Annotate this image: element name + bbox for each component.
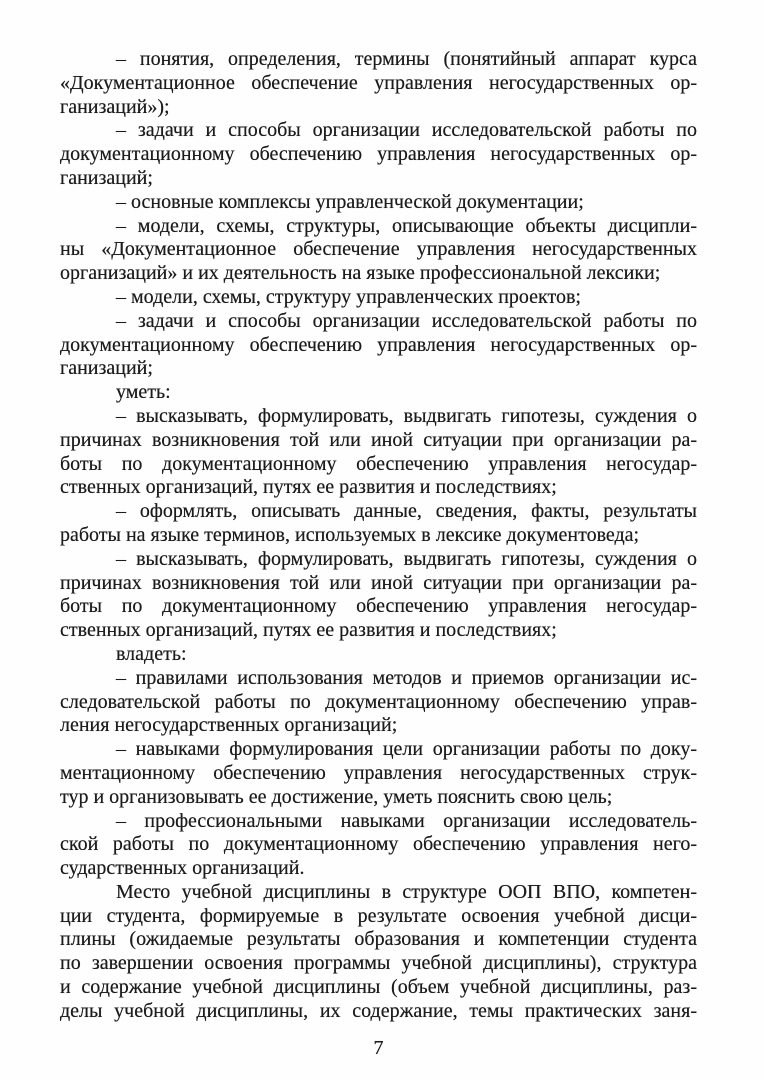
text-line: ганизаций; [60,166,153,189]
text-line: уметь: [116,381,171,404]
paragraph [60,667,697,738]
text-line: – высказывать, формулировать, выдвигать гипотезы, суждения о [116,547,697,570]
text-line: – модели, схемы, структуру управленческих проектов; [116,285,581,308]
text-line: документационному обеспечению управления негосударственных ор- [60,333,697,356]
paragraph [60,643,697,667]
text-line: – понятия, определения, термины (понятийный аппарат курса [116,48,697,70]
text-line: – модели, схемы, структуры, описывающие объекты дисципли- [116,214,697,237]
text-line: документационному обеспечению управления негосударственных ор- [60,143,697,166]
text-line: по завершении освоения программы учебной дисциплины), структура [60,952,697,975]
text-line: работы на языке терминов, используемых в лексике документоведа; [60,523,640,546]
text-line: – высказывать, формулировать, выдвигать гипотезы, суждения о [116,404,697,427]
text-line: боты по документационному обеспечению управления негосудар- [60,595,697,618]
page-number: 7 [373,1037,384,1059]
text-line: ственных организаций, путях ее развития и последствиях; [60,476,557,499]
text-line: – задачи и способы организации исследовательской работы по [116,309,697,332]
paragraph [60,286,697,310]
text-line: – задачи и способы организации исследовательской работы по [116,119,697,142]
text-line: ления негосударственных организаций; [60,714,398,737]
text-line: сударственных организаций. [60,857,305,880]
text-line: причинах возникновения той или иной ситуации при организации ра- [60,428,697,451]
paragraph [60,881,697,1024]
text-line: ны «Документационное обеспечение управления негосударственных [60,238,697,261]
paragraph [60,738,697,809]
text-line: – правилами использования методов и приемов организации ис- [116,666,697,689]
text-line: – основные комплексы управленческой документации; [116,190,584,213]
text-line: боты по документационному обеспечению управления негосудар- [60,452,697,475]
text-line: делы учебной дисциплины, их содержание, темы практических заня- [60,999,697,1022]
text-line: ции студента, формируемые в результате освоения учебной дисци- [60,904,697,927]
text-line: ской работы по документационному обеспечению управления него- [60,833,697,856]
paragraph [60,381,697,405]
paragraph [60,548,697,643]
page-body [60,48,697,1024]
text-line: – навыками формулирования цели организации работы по доку- [116,738,697,761]
text-line: Место учебной дисциплины в структуре ООП ВПО, компетен- [116,880,697,903]
paragraph [60,119,697,190]
text-line: ганизаций»); [60,95,170,118]
paragraph [60,310,697,381]
paragraph [60,810,697,881]
text-line: причинах возникновения той или иной ситуации при организации ра- [60,571,697,594]
paragraph [60,48,697,119]
text-line: следовательской работы по документационному обеспечению управ- [60,690,697,713]
text-line: ственных организаций, путях ее развития и последствиях; [60,619,557,642]
text-line: тур и организовывать ее достижение, уметь пояснить свою цель; [60,785,613,808]
text-line: ментационному обеспечению управления негосударственных струк- [60,761,697,784]
text-line: владеть: [116,642,187,665]
paragraph [60,191,697,215]
text-line: «Документационное обеспечение управления негосударственных ор- [60,71,697,94]
text-line: и содержание учебной дисциплины (объем учебной дисциплины, раз- [60,976,697,999]
paragraph [60,500,697,548]
text-line: ганизаций; [60,357,153,380]
text-line: организаций» и их деятельность на языке профессиональной лексики; [60,262,661,285]
text-line: – профессиональными навыками организации исследователь- [116,809,697,832]
text-line: плины (ожидаемые результаты образования и компетенции студента [60,928,697,951]
text-line: – оформлять, описывать данные, сведения, факты, результаты [116,500,697,523]
paragraph [60,405,697,500]
paragraph [60,215,697,286]
